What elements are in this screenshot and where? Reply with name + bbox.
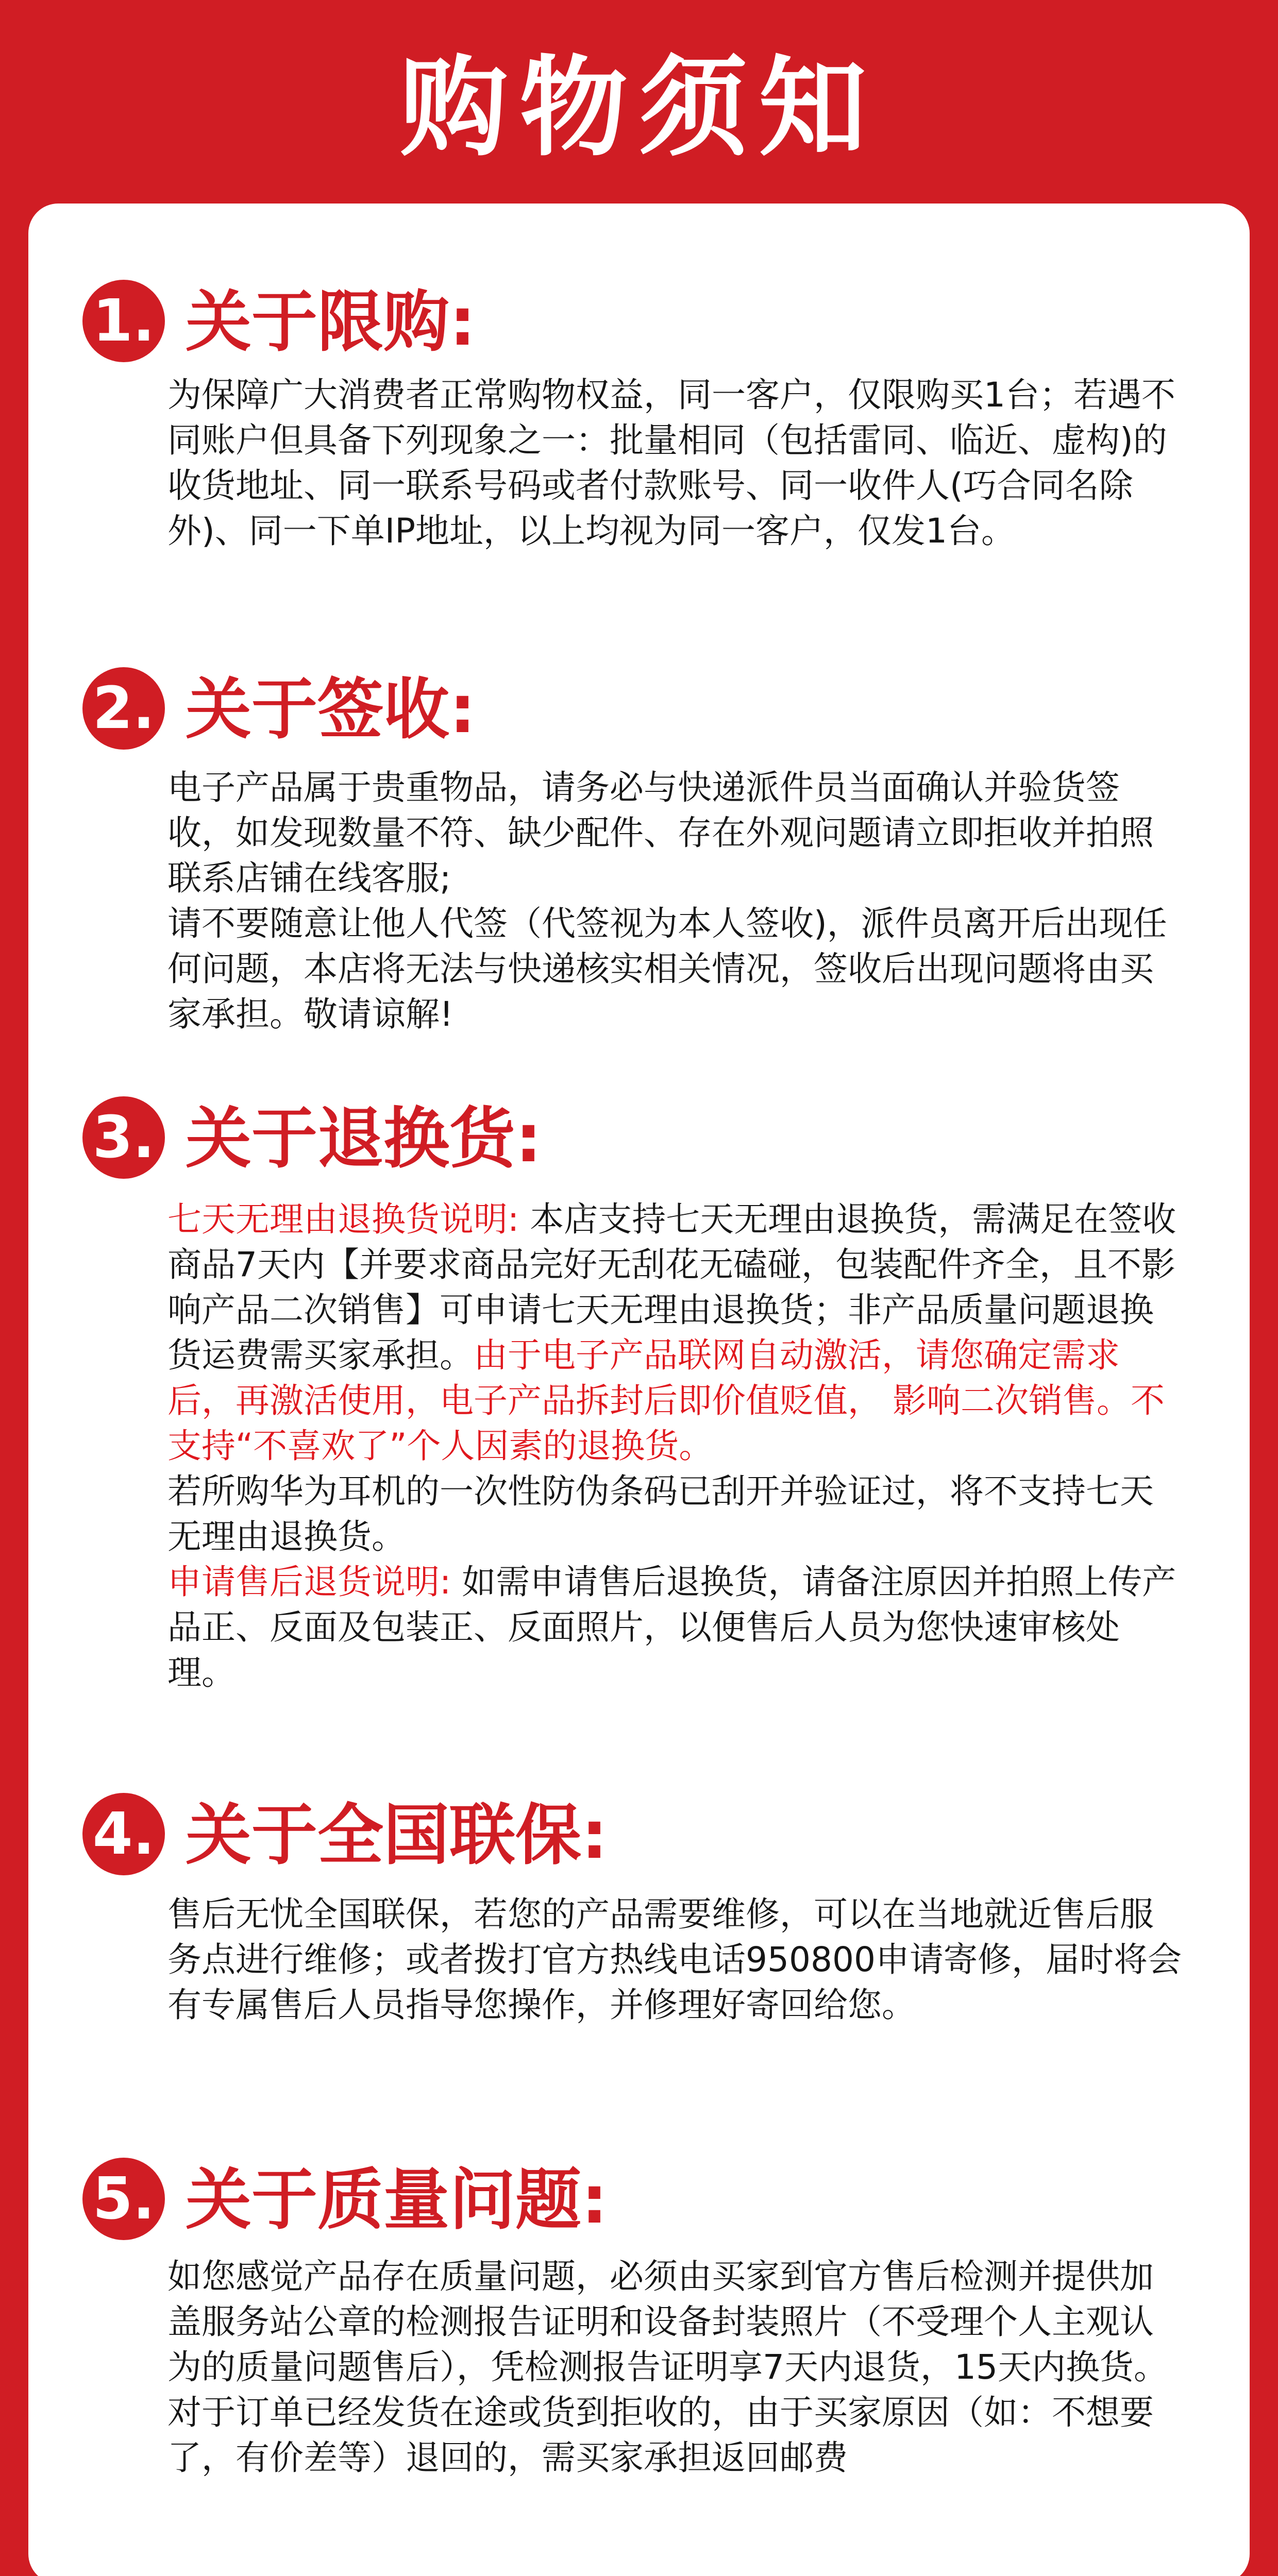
section-number-badge: 5. xyxy=(82,2158,165,2240)
section-number-badge: 3. xyxy=(82,1096,165,1179)
section-text: 如您感觉产品存在质量问题，必须由买家到官方售后检测并提供加盖服务站公章的检测报告证明和设备封装照片（不受理个人主观认为的质量问题售后），凭检测报告证明享7天内退货，15天内换货。 xyxy=(167,2257,1168,2387)
section-body xyxy=(167,372,1183,554)
section-body xyxy=(167,1892,1183,2028)
section-body xyxy=(167,2254,1183,2481)
section-title: 关于全国联保: xyxy=(186,1797,608,1874)
section-title: 关于限购: xyxy=(186,284,476,361)
section-text: 对于订单已经发货在途或货到拒收的，由于买家原因（如：不想要了，有价差等）退回的，需买家承担返回邮费 xyxy=(167,2393,1154,2478)
returns-policy-label: 七天无理由退换货说明: xyxy=(167,1199,519,1239)
section-number-badge: 4. xyxy=(82,1793,165,1875)
returns-warning-text: 由于电子产品联网自动激活，请您确定需求后，再激活使用，电子产品拆封后即价值贬值， 影响二次销售。不支持“不喜欢了”个人因素的退换货。 xyxy=(167,1335,1165,1466)
section-text: 请不要随意让他人代签（代签视为本人签收)，派件员离开后出现任何问题，本店将无法与快递核实相关情况，签收后出现问题将由买家承担。敬请谅解! xyxy=(167,904,1167,1034)
after-sales-text: 如需申请售后退换货，请备注原因并拍照上传产品正、反面及包装正、反面照片，以便售后人员为您快速审核处理。 xyxy=(167,1562,1176,1692)
section-text: 售后无忧全国联保，若您的产品需要维修，可以在当地就近售后服务点进行维修；或者拨打官方热线电话950800申请寄修，届时将会有专属售后人员指导您操作，并修理好寄回给您。 xyxy=(167,1894,1182,2025)
section-text: 若所购华为耳机的一次性防伪条码已刮开并验证过，将不支持七天无理由退换货。 xyxy=(167,1471,1154,1556)
returns-policy-paragraph xyxy=(167,1197,1183,1469)
section-body xyxy=(167,1197,1183,1696)
section-body xyxy=(167,765,1183,1037)
section-title: 关于签收: xyxy=(186,671,476,748)
section-text: 为保障广大消费者正常购物权益，同一客户，仅限购买1台；若遇不同账户但具备下列现象之一：批量相同（包括雷同、临近、虚构)的收货地址、同一联系号码或者付款账号、同一收件人(巧合同名除外)、同一下单IP地址，以上均视为同一客户，仅发1台。 xyxy=(167,375,1175,551)
after-sales-label: 申请售后退货说明: xyxy=(167,1562,451,1602)
after-sales-paragraph xyxy=(167,1560,1183,1696)
section-title: 关于退换货: xyxy=(186,1100,542,1177)
section-title: 关于质量问题: xyxy=(186,2162,608,2239)
returns-policy-text: 本店支持七天无理由退换货，需满足在签收商品7天内【并要求商品完好无刮花无磕碰，包装配件齐全，且不影响产品二次销售】可申请七天无理由退换货；非产品质量问题退换货运费需买家承担。 xyxy=(167,1199,1176,1375)
page-title: 购物须知 xyxy=(399,45,878,171)
notice-card xyxy=(28,204,1250,2576)
section-number-badge: 1. xyxy=(82,280,165,362)
section-number-badge: 2. xyxy=(82,667,165,750)
section-text: 电子产品属于贵重物品，请务必与快递派件员当面确认并验货签收，如发现数量不符、缺少配件、存在外观问题请立即拒收并拍照联系店铺在线客服; xyxy=(167,768,1154,898)
